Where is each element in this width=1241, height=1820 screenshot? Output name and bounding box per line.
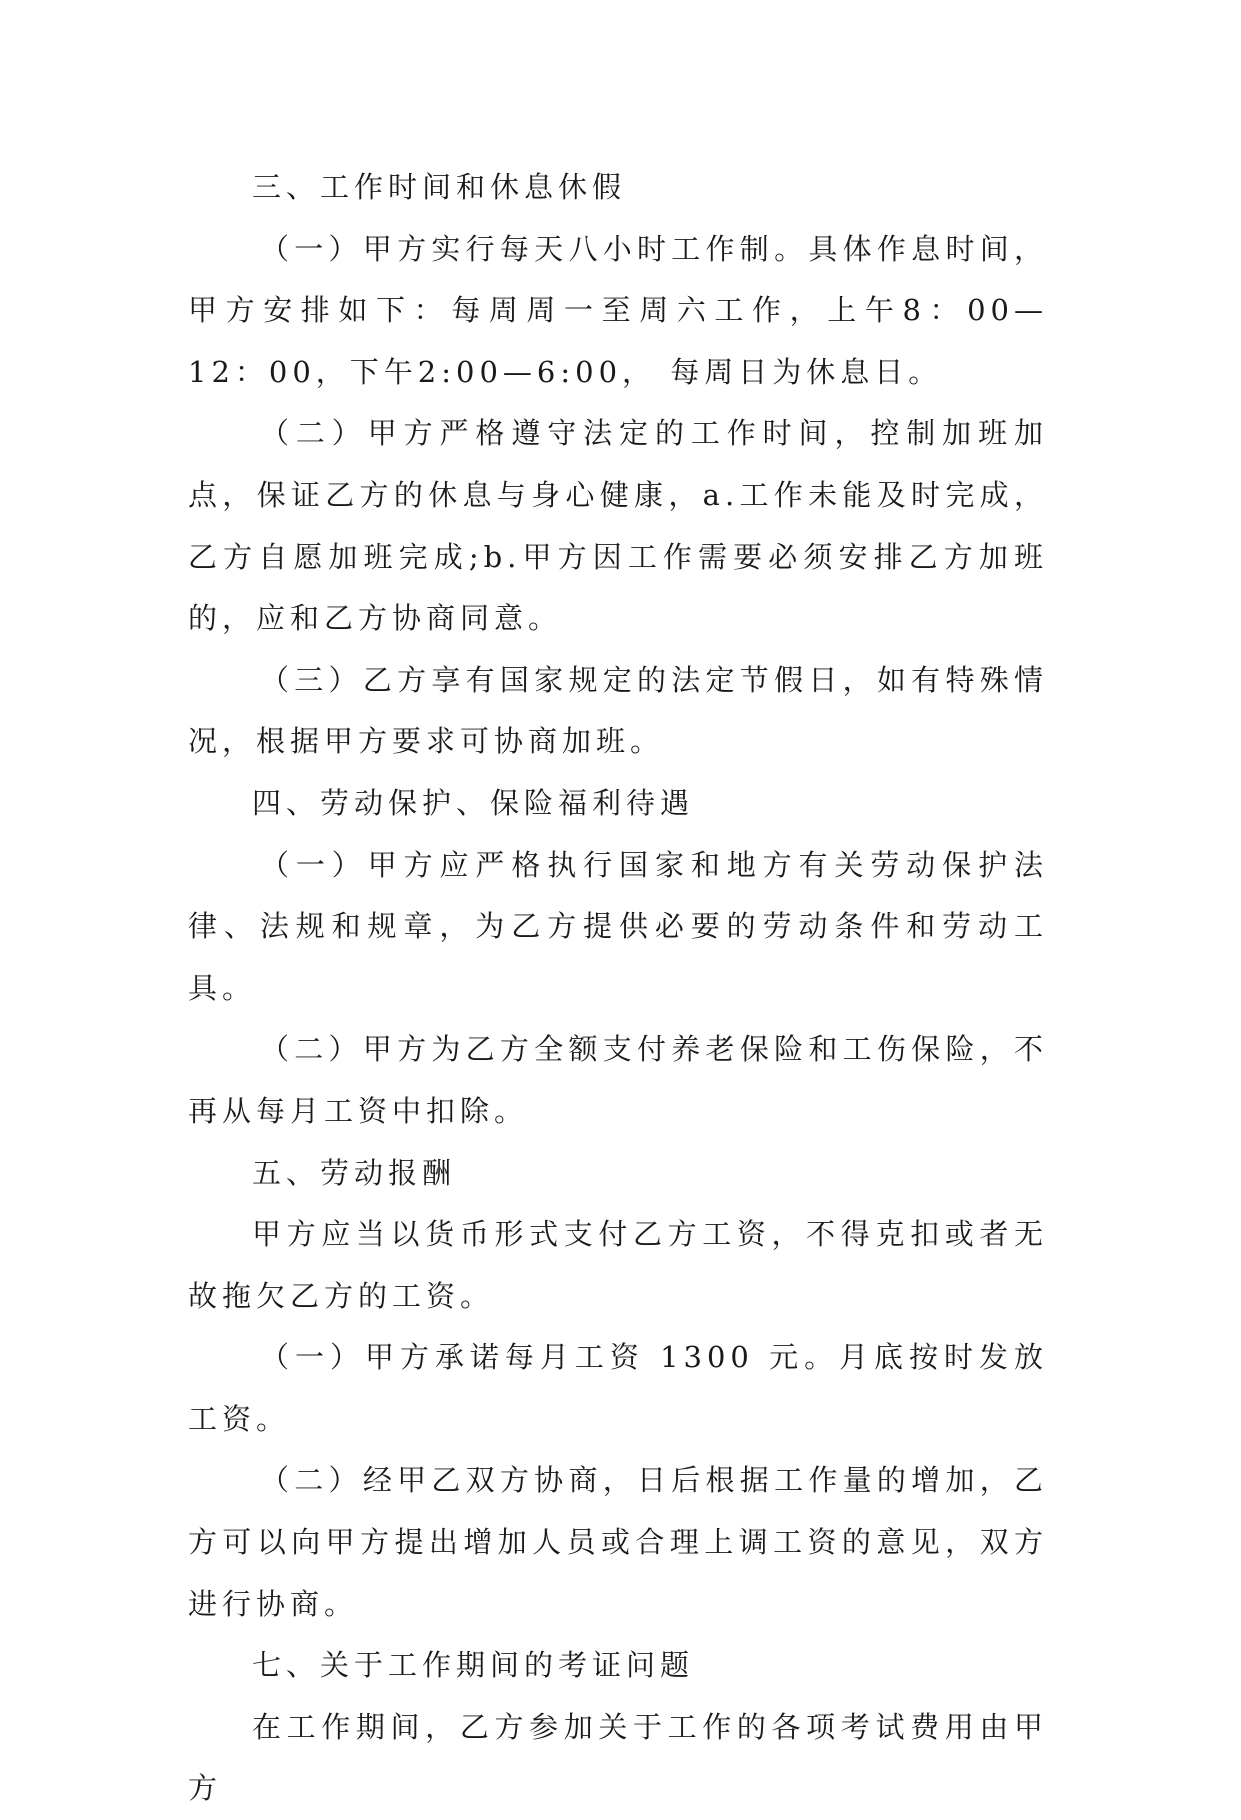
paragraph-overtime: （二）甲方严格遵守法定的工作时间，控制加班加点，保证乙方的休息与身心健康，a.工作未能及时完成，乙方自愿加班完成;b.甲方因工作需要必须安排乙方加班的，应和乙方协商同意。 bbox=[188, 416, 1048, 636]
section-heading-working-hours: 三、工作时间和休息休假 bbox=[252, 170, 627, 204]
paragraph-exam-fees: 在工作期间，乙方参加关于工作的各项考试费用由甲方 bbox=[188, 1709, 1048, 1806]
section-heading-remuneration: 五、劳动报酬 bbox=[252, 1155, 457, 1190]
paragraph-holidays: （三）乙方享有国家规定的法定节假日，如有特殊情况，根据甲方要求可协商加班。 bbox=[188, 662, 1048, 759]
section-heading-certification: 七、关于工作期间的考证问题 bbox=[252, 1648, 695, 1683]
paragraph-working-schedule: （一）甲方实行每天八小时工作制。具体作息时间，甲方安排如下：每周周一至周六工作，上午8：00—12：00，下午2:00—6:00， 每周日为休息日。 bbox=[188, 231, 1048, 389]
paragraph-insurance: （二）甲方为乙方全额支付养老保险和工伤保险，不再从每月工资中扣除。 bbox=[188, 1032, 1048, 1128]
paragraph-monthly-wage: （一）甲方承诺每月工资 1300 元。月底按时发放工资。 bbox=[188, 1340, 1048, 1436]
paragraph-labor-conditions: （一）甲方应严格执行国家和地方有关劳动保护法律、法规和规章，为乙方提供必要的劳动条件和劳动工具。 bbox=[188, 847, 1048, 1005]
document-body bbox=[188, 157, 1048, 1820]
section-heading-labor-protection: 四、劳动保护、保险福利待遇 bbox=[252, 785, 695, 820]
paragraph-wage-adjustment: （二）经甲乙双方协商，日后根据工作量的增加，乙方可以向甲方提出增加人员或合理上调工资的意见，双方进行协商。 bbox=[188, 1463, 1048, 1621]
paragraph-wage-payment: 甲方应当以货币形式支付乙方工资，不得克扣或者无故拖欠乙方的工资。 bbox=[188, 1217, 1048, 1313]
